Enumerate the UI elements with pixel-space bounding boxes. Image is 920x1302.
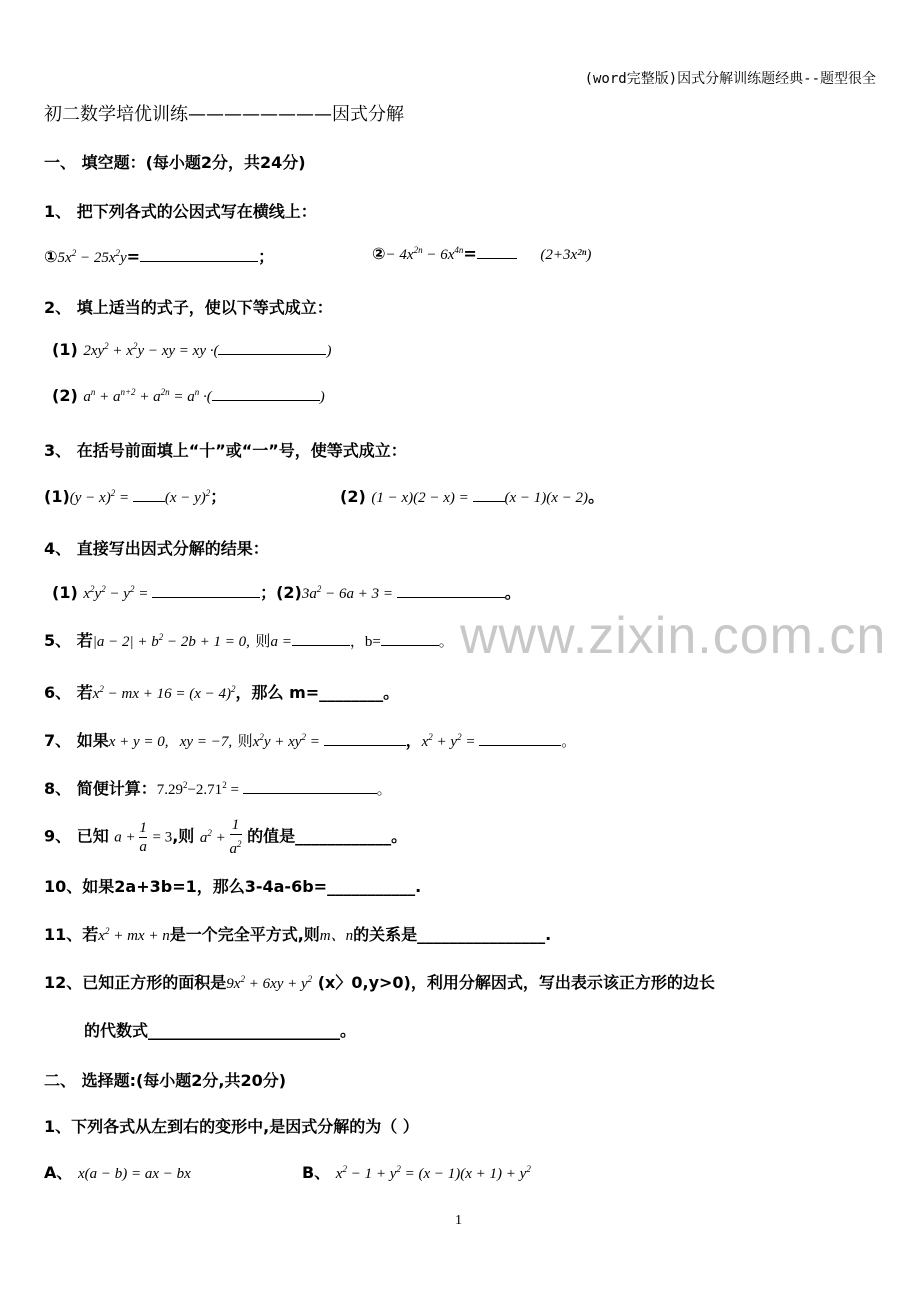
answer-blank[interactable] <box>133 487 165 502</box>
question-12-line2: 的代数式________________________。 <box>84 1021 357 1040</box>
q1b-label: ② <box>372 244 386 263</box>
q12-tail: (x〉0,y>0)，利用分解因式，写出表示该正方形的边长 <box>312 973 715 992</box>
question-5: 5、 若$|a - 2| + b^2 - 2b + 1 = 0$, 则a = ，b= 。 <box>44 631 454 650</box>
choice-option-b[interactable]: B、 $x^2 - 1 + y^2 = (x - 1)(x + 1) + y^2$ <box>302 1163 531 1182</box>
q2b-label: (2) <box>52 386 78 405</box>
q1b-answer: (2+3x²ⁿ) <box>540 247 592 263</box>
q9-mid: ,则 <box>172 826 195 846</box>
page-title: 初二数学培优训练————————因式分解 <box>44 104 404 125</box>
question-1: 1、 把下列各式的公因式写在横线上： <box>44 202 317 221</box>
question-11: 11、若$x^2$ + mx + n是一个完全平方式,则m、n的关系是________________. <box>44 925 552 944</box>
option-a-label: A、 <box>44 1163 73 1182</box>
answer-blank[interactable] <box>243 779 377 794</box>
q6-label: 6、 若 <box>44 683 93 702</box>
option-b-label: B、 <box>302 1163 331 1182</box>
answer-blank[interactable] <box>397 583 505 598</box>
question-1b: ②− $4x^{2n} - 6x^{4n}= (2+3x^{2n})$ <box>372 244 592 263</box>
q3a-label: (1) <box>44 487 70 506</box>
question-3b: (2) (1 − x)(2 − x) = (x − 1)(x − 2)。 <box>340 487 605 506</box>
question-8: 8、 简便计算：$7.29^2-2.71^2$ = 。 <box>44 779 392 798</box>
question-2a: (1) $2xy^2 + x^2y$ − xy = xy ·( ) <box>52 340 332 359</box>
answer-blank[interactable] <box>381 631 439 646</box>
q5-label: 5、 若 <box>44 631 93 650</box>
question-2b: (2) $a^n + a^{n+2} + a^{2n} = a^n$ ·( ) <box>52 386 325 405</box>
question-10: 10、如果2a+3b=1，那么3-4a-6b=___________. <box>44 877 422 896</box>
answer-blank[interactable] <box>218 340 326 355</box>
question-4ab: (1) $x^2y^2 - y^2$ = ；$(2)3a^2 - 6a + 3$ = 。 <box>52 583 521 602</box>
q4a-label: (1) <box>52 583 78 602</box>
choice-question-1: 1、下列各式从左到右的变形中,是因式分解的为（ ） <box>44 1117 419 1136</box>
answer-blank[interactable] <box>152 583 260 598</box>
question-6: 6、 若$x^2$ − mx + $16 = (x - 4)^2$，那么 m=________。 <box>44 683 400 702</box>
question-12: 12、已知正方形的面积是$9x^2 + 6xy + y^2$ (x〉0,y>0)，利用分解因式，写出表示该正方形的边长 <box>44 973 715 992</box>
q1a-label: ① <box>44 247 58 266</box>
q12-label: 12、已知正方形的面积是 <box>44 973 227 992</box>
choice-option-a[interactable]: A、 x(a − b) = ax − bx <box>44 1163 191 1182</box>
question-9: 9、 已知 a + 1 a = 3,则 $a^2 + 1$ $a^2$ 的值是____________。 <box>44 817 408 857</box>
q4b-label: ；(2) <box>260 583 302 602</box>
section-multiple-choice: 二、 选择题:(每小题2分,共20分) <box>44 1071 287 1090</box>
q8-label: 8、 简便计算： <box>44 779 157 798</box>
question-2: 2、 填上适当的式子，使以下等式成立： <box>44 298 333 317</box>
answer-blank[interactable] <box>292 631 350 646</box>
answer-blank[interactable] <box>479 731 561 746</box>
q3b-label: (2) <box>340 487 366 506</box>
question-3a: $(1)(y - x)^2 = (x - y)^2$； <box>44 487 227 506</box>
answer-blank[interactable] <box>477 244 517 259</box>
question-1a: $①5x^2 - 25x^2y=$ ； <box>44 247 275 266</box>
q11-tail: 的关系是________________. <box>353 925 552 944</box>
q9-tail: 的值是____________。 <box>247 826 408 846</box>
page-number: 1 <box>455 1213 462 1228</box>
q9-label: 9、 已知 <box>44 826 109 846</box>
q2a-label: (1) <box>52 340 78 359</box>
answer-blank[interactable] <box>324 731 406 746</box>
question-3: 3、 在括号前面填上“十”或“一”号，使等式成立： <box>44 441 407 460</box>
answer-blank[interactable] <box>140 247 258 262</box>
watermark: www.zixin.com.cn <box>460 607 887 665</box>
page-header: (word完整版)因式分解训练题经典--题型很全 <box>584 71 876 87</box>
question-7: 7、 如果x + y = 0, xy = −7, 则$x^2y + xy^2$ = ，$x^2 + y^2$ = 。 <box>44 731 577 750</box>
q11-mid: 是一个完全平方式,则 <box>169 925 320 944</box>
question-4: 4、 直接写出因式分解的结果： <box>44 539 269 558</box>
answer-blank[interactable] <box>473 487 505 502</box>
section-fill-in: 一、 填空题：(每小题2分，共24分) <box>44 153 306 172</box>
answer-blank[interactable] <box>212 386 320 401</box>
q7-label: 7、 如果 <box>44 731 109 750</box>
q6-tail: ，那么 m=________。 <box>235 683 400 702</box>
q11-label: 11、若 <box>44 925 99 944</box>
